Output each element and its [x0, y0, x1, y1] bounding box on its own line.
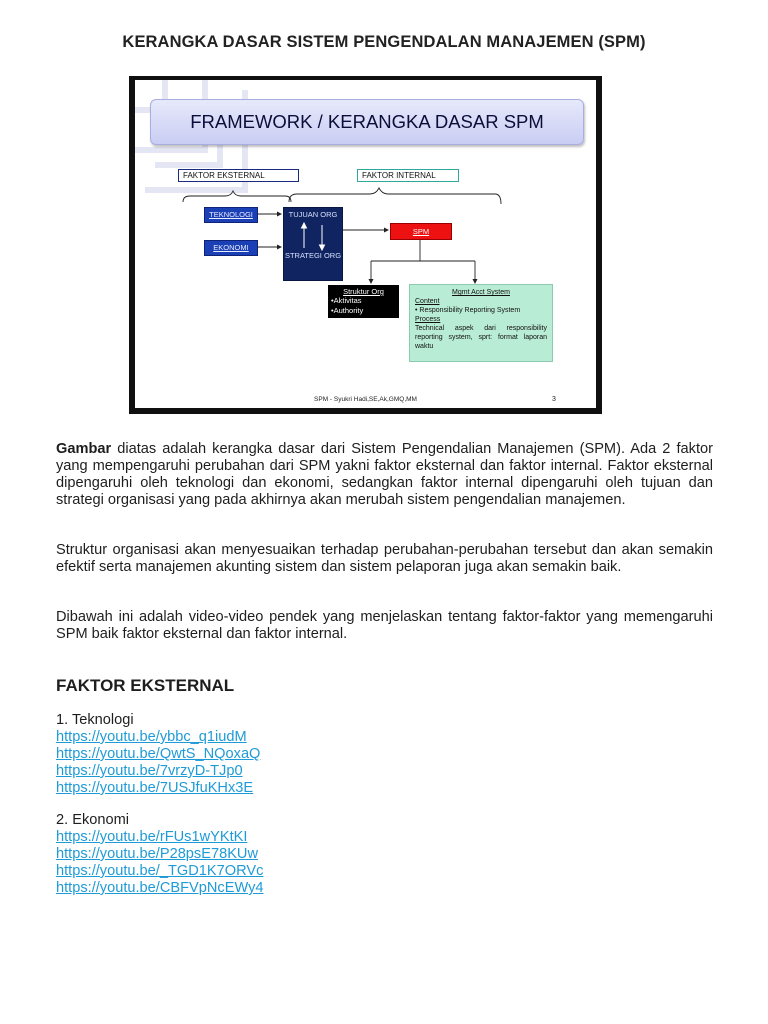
struktur-header: Struktur Org	[343, 287, 384, 296]
video-link[interactable]: https://youtu.be/CBFVpNcEWy4	[56, 880, 264, 896]
video-link[interactable]: https://youtu.be/P28psE78KUw	[56, 846, 259, 862]
slide-page-number: 3	[552, 396, 556, 403]
box-ekonomi: EKONOMI	[204, 240, 258, 256]
struktur-item: •Authority	[331, 306, 364, 315]
label-strategi-org: STRATEGI ORG	[284, 251, 342, 260]
mgmt-process-label: Process	[415, 316, 441, 323]
label-tujuan-org: TUJUAN ORG	[288, 210, 338, 219]
video-link[interactable]: https://youtu.be/7USJfuKHx3E	[56, 780, 254, 796]
paragraph-video: Dibawah ini adalah video-video pendek yang menjelaskan tentang faktor-faktor yang memengaruhi SPM baik faktor eksternal dan faktor internal.	[56, 609, 713, 642]
list-heading: 2. Ekonomi	[56, 812, 130, 828]
mgmt-content-item: • Responsibility Reporting System	[415, 307, 521, 314]
paragraph-struktur: Struktur organisasi akan menyesuaikan terhadap perubahan-perubahan tersebut dan akan semakin efektif serta manajemen akunting sistem dan sistem pelaporan juga akan semakin baik.	[56, 542, 713, 575]
section-heading: FAKTOR EKSTERNAL	[56, 676, 235, 695]
video-link[interactable]: https://youtu.be/7vrzyD-TJp0	[56, 763, 243, 779]
list-teknologi	[56, 712, 260, 797]
video-link[interactable]: https://youtu.be/_TGD1K7ORVc	[56, 863, 264, 879]
slide-footer: SPM - Syukri Hadi,SE,Ak,GMQ,MM	[314, 396, 417, 403]
box-tujuan-strategi	[283, 207, 343, 281]
box-mgmt-acct-system	[409, 284, 553, 362]
slide-image	[135, 80, 596, 408]
box-struktur-org	[328, 285, 399, 318]
page-title: KERANGKA DASAR SISTEM PENGENDALAN MANAJEMEN (SPM)	[122, 33, 646, 51]
slide-banner: FRAMEWORK / KERANGKA DASAR SPM	[150, 99, 584, 145]
label-faktor-internal: FAKTOR INTERNAL	[357, 169, 459, 182]
label-faktor-eksternal: FAKTOR EKSTERNAL	[178, 169, 299, 182]
box-teknologi: TEKNOLOGI	[204, 207, 258, 223]
video-link[interactable]: https://youtu.be/ybbc_q1iudM	[56, 729, 247, 745]
mgmt-content-label: Content	[415, 298, 440, 305]
list-heading: 1. Teknologi	[56, 712, 134, 728]
mgmt-process-text: Technical aspek dari responsibility reporting system, sprt: format laporan waktu	[415, 325, 547, 350]
video-link[interactable]: https://youtu.be/rFUs1wYKtKI	[56, 829, 248, 845]
list-ekonomi	[56, 812, 264, 897]
paragraph-lead: Gambar	[56, 441, 112, 457]
mgmt-header: Mgmt Acct System	[452, 289, 510, 296]
paragraph-intro	[56, 441, 713, 509]
double-arrow-icon	[296, 222, 330, 252]
box-spm: SPM	[390, 223, 452, 240]
video-link[interactable]: https://youtu.be/QwtS_NQoxaQ	[56, 746, 261, 762]
struktur-item: •Aktivitas	[331, 296, 362, 305]
paragraph-text: diatas adalah kerangka dasar dari Sistem Pengendalian Manajemen (SPM). Ada 2 faktor yang mempengaruhi perubahan dari SPM yakni faktor eksternal dan faktor internal. Faktor eksternal dipengaruhi oleh teknologi dan ekonomi, sedangkan faktor internal dipengaruhi oleh tujuan dan strategi organisasi yang pada akhirnya akan merubah sistem pengendalian manajemen.	[56, 441, 713, 508]
